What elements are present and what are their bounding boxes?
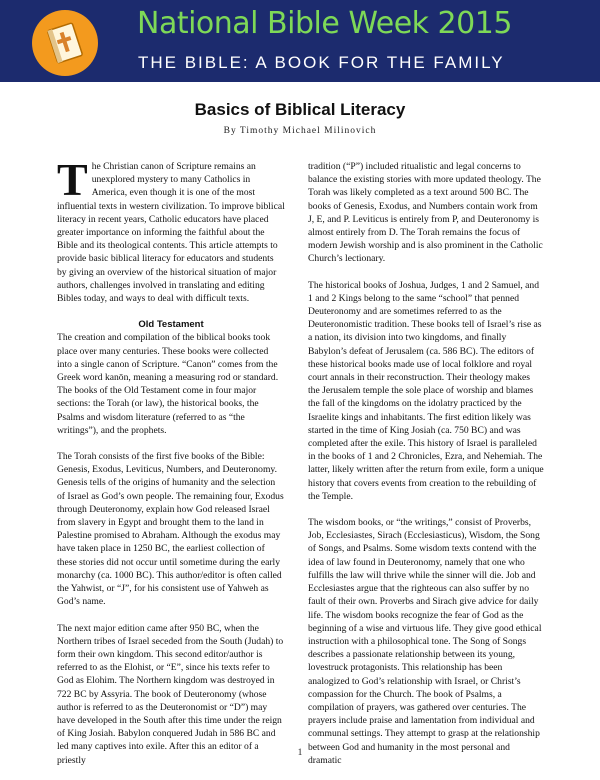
body-paragraph: The wisdom books, or “the writings,” consist of Proverbs, Job, Ecclesiastes, Sirach (Ecclesiasticus), Wisdom, the Song of Songs, and Psalms. Some wisdom texts contend with the idea of law found in Deuteronomy, namely that one who fulfills the law will thrive while the sinner will die. Job and Ecclesiastes argue that the righteous can also suffer by no fault of their own. Proverbs and Sirach give advice for daily life. The wisdom books recognize the fear of God as the beginning of a wise and virtuous life. They give good ethical instruction with a philosophical tone. The Song of Songs describes a passionate relationship between its young, lovestruck protagonists. This relationship has been analogized to God’s relationship with Israel, or Christ’s compassion for the Church. The book of Psalms, a compilation of prayers, was gathered over centuries. The prayers include praise and lamentation from individual and communal settings. They attempt to grasp at the relationship between God and humanity in the most personal and dramatic xyxy=(308,517,542,766)
body-paragraph: The Torah consists of the first five books of the Bible: Genesis, Exodus, Leviticus, Numbers, and Deuteronomy. Genesis tells of the origins of humanity and the selection of Israel as God’s own people. The remaining four, Exodus through Deuteronomy, explain how God released Israel from slavery in Egypt and brought them to the land in Palestine promised to Abraham. Although the exodus may have taken place in 1250 BC, the earliest collection of these stories did not occur until sometime during the early monarchy (ca. 1000 BC). This author/editor is often called the Yahwist, or “J”, for his consistent use of Yahweh as God’s name. xyxy=(57,451,284,608)
page-number: 1 xyxy=(297,748,303,758)
body-paragraph: The next major edition came after 950 BC, when the Northern tribes of Israel seceded from the South (Judah) to form their own kingdom. This second editor/author is referred to as the Elohist, or “E”, since his texts refer to God as Elohim. The Northern kingdom was destroyed in 722 BC by Assyria. The book of Deuteronomy (whose author is referred to as the Deuteronomist or “D”) may have developed in the South after this time under the reign of King Josiah. Babylon conquered Judah in 586 BC and led many captives into exile. After this an editor of a priestly xyxy=(57,622,284,766)
drop-cap: T xyxy=(57,154,88,205)
banner-title: National Bible Week 2015 xyxy=(137,6,512,41)
header-banner xyxy=(0,0,600,82)
bible-cross-icon xyxy=(32,10,98,76)
body-paragraph: The historical books of Joshua, Judges, 1 and 2 Samuel, and 1 and 2 Kings belong to the same “school” that penned Deuteronomy and are sometimes referred to as the Deuteronomistic tradition. These books tell of Israel’s rise as a nation, its division into two kingdoms, and finally Babylon’s defeat of Jerusalem (ca. 586 BC). The editors of these historical books made use of local folklore and royal court annals in their reconstruction. Their theology makes the Jerusalem temple the sole place of worship and blames the fall of the kingdoms on the idolatry practiced by the Israelite kings and inhabitants. The first edition likely was started in the time of King Josiah (ca. 750 BC) and was completed after the exile. This history of Israel is paralleled in the books of 1 and 2 Chronicles, Ezra, and Nehemiah. The latter, likely written after the return from exile, form a unique history that covers events from creation to the rebuilding of the Temple. xyxy=(308,279,544,502)
article-title: Basics of Biblical Literacy xyxy=(194,100,406,119)
byline: By Timothy Michael Milinovich xyxy=(223,126,377,136)
section-heading: Old Testament xyxy=(138,319,204,331)
right-column xyxy=(308,160,544,780)
body-paragraph: The creation and compilation of the biblical books took place over many centuries. These books were collected into a single canon of Scripture. “Canon” comes from the Greek word kanōn, meaning a measuring rod or standard. The books of the Old Testament come in four major sections: the Torah (or law), the historical books, the Psalms and wisdom literature (referred to as “the writings”), and the prophets. xyxy=(57,332,279,436)
intro-text: he Christian canon of Scripture remains an unexplored mystery to many Catholics in America, even though it is one of the most influential texts in western civilization. To improve biblical literacy in recent years, Catholic educators have placed greater importance on informing the faithful about the Bible and its theological contents. This article attempts to provide basic biblical literacy for educators and students by giving an overview of the historical situation of major authors, challenges involved in translating and editing Bibles today, and ways to deal with difficult texts. xyxy=(57,161,285,305)
body-paragraph: tradition (“P”) included ritualistic and legal concerns to balance the existing stories with more updated theology. The Torah was likely completed as a text around 500 BC. The books of Genesis, Exodus, and Numbers contain work from J, E, and P. Leviticus is entirely from P, and Deuteronomy is almost entirely from D. The Torah remains the focus of modern Jewish worship and is also prominent in the Catholic Church’s lectionary. xyxy=(308,161,543,265)
intro-paragraph xyxy=(57,154,285,305)
left-column xyxy=(57,154,285,780)
banner-subtitle: THE BIBLE: A BOOK FOR THE FAMILY xyxy=(138,53,505,72)
